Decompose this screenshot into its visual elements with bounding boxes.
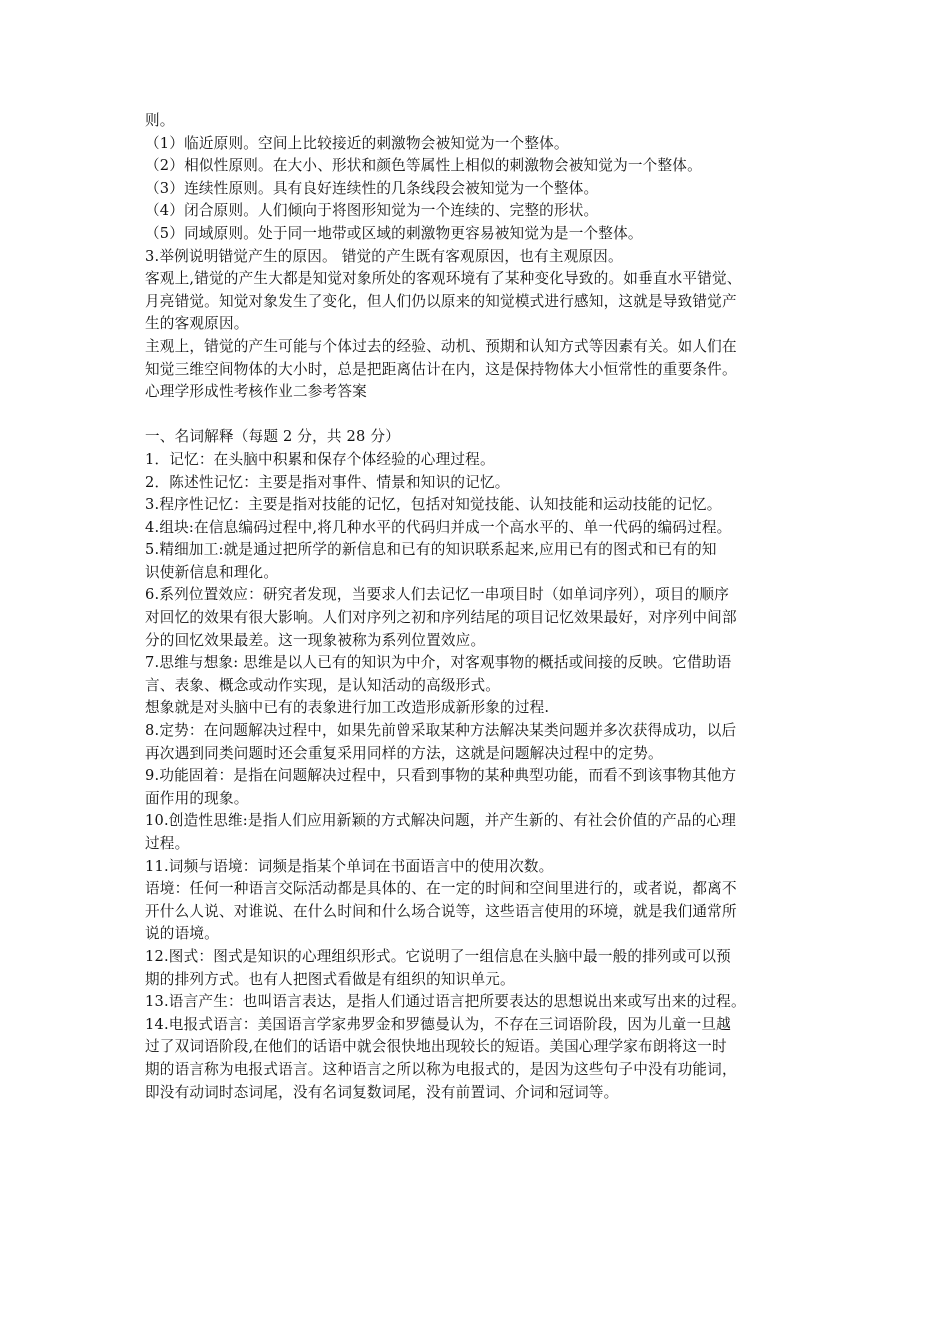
text-line: 识使新信息和理化。 <box>145 563 279 581</box>
text-line: 14.电报式语言：美国语言学家弗罗金和罗德曼认为，不存在三词语阶段，因为儿童一旦越 <box>145 1015 731 1033</box>
text-line: 2．陈述性记忆：主要是指对事件、情景和知识的记忆。 <box>145 473 510 491</box>
text-line: 即没有动词时态词尾，没有名词复数词尾，没有前置词、介词和冠词等。 <box>145 1083 619 1101</box>
text-line: 心理学形成性考核作业二参考答案 <box>145 383 367 401</box>
text-line: 言、表象、概念或动作实现，是认知活动的高级形式。 <box>145 676 501 694</box>
text-line: 10.创造性思维:是指人们应用新颖的方式解决问题，并产生新的、有社会价值的产品的心理 <box>145 812 737 830</box>
text-line: 分的回忆效果最差。这一现象被称为系列位置效应。 <box>145 631 486 649</box>
document-body <box>145 110 813 1104</box>
text-line: 13.语言产生：也叫语言表达，是指人们通过语言把所要表达的思想说出来或写出来的过程。 <box>145 993 746 1011</box>
text-line: 期的排列方式。也有人把图式看做是有组织的知识单元。 <box>145 970 515 988</box>
text-line: 过程。 <box>145 835 190 852</box>
text-line: 过了双词语阶段,在他们的话语中就会很快地出现较长的短语。美国心理学家布朗将这一时 <box>145 1038 727 1056</box>
text-line: 语境：任何一种语言交际活动都是具体的、在一定的时间和空间里进行的，或者说，都离不 <box>145 880 737 898</box>
text-line: 面作用的现象。 <box>145 789 249 807</box>
text-line: 再次遇到同类问题时还会重复采用同样的方法，这就是问题解决过程中的定势。 <box>145 744 663 762</box>
text-line: 知觉三维空间物体的大小时，总是把距离估计在内，这是保持物体大小恒常性的重要条件。 <box>145 360 737 378</box>
text-line: 生的客观原因。 <box>145 315 249 333</box>
text-line: 9.功能固着：是指在问题解决过程中，只看到事物的某种典型功能，而看不到该事物其他方 <box>145 767 737 785</box>
text-line: 6.系列位置效应：研究者发现，当要求人们去记忆一串项目时（如单词序列），项目的顺序 <box>145 586 729 604</box>
text-line: 11.词频与语境：词频是指某个单词在书面语言中的使用次数。 <box>145 857 554 875</box>
text-line: 12.图式：图式是知识的心理组织形式。它说明了一组信息在头脑中最一般的排列或可以预 <box>145 947 731 965</box>
text-line: 开什么人说、对谁说、在什么时间和什么场合说等，这些语言使用的环境，就是我们通常所 <box>145 902 737 920</box>
blank-line <box>145 404 813 427</box>
text-line: 对回忆的效果有很大影响。人们对序列之初和序列结尾的项目记忆效果最好，对序列中间部 <box>145 609 737 627</box>
text-line: 7.思维与想象: 思维是以人已有的知识为中介，对客观事物的概括或间接的反映。它借助语 <box>145 654 732 672</box>
text-line: 3.举例说明错觉产生的原因。 错觉的产生既有客观原因，也有主观原因。 <box>145 247 623 265</box>
text-line: 1．记忆：在头脑中积累和保存个体经验的心理过程。 <box>145 450 495 468</box>
text-line: （3）连续性原则。具有良好连续性的几条线段会被知觉为一个整体。 <box>145 179 599 197</box>
text-line: 则。 <box>145 112 175 129</box>
text-line: 主观上，错觉的产生可能与个体过去的经验、动机、预期和认知方式等因素有关。如人们在 <box>145 337 737 355</box>
text-line: 客观上,错觉的产生大都是知觉对象所处的客观环境有了某种变化导致的。如垂直水平错觉、 <box>145 270 742 288</box>
text-line: （1）临近原则。空间上比较接近的刺激物会被知觉为一个整体。 <box>145 134 569 152</box>
text-line: 月亮错觉。知觉对象发生了变化，但人们仍以原来的知觉模式进行感知，这就是导致错觉产 <box>145 292 737 310</box>
text-line: （4）闭合原则。人们倾向于将图形知觉为一个连续的、完整的形状。 <box>145 202 599 220</box>
text-line: （2）相似性原则。在大小、形状和颜色等属性上相似的刺激物会被知觉为一个整体。 <box>145 157 702 175</box>
text-line: 3.程序性记忆：主要是指对技能的记忆，包括对知觉技能、认知技能和运动技能的记忆。 <box>145 496 722 514</box>
text-line: （5）同域原则。处于同一地带或区域的刺激物更容易被知觉为是一个整体。 <box>145 224 643 242</box>
text-line: 期的语言称为电报式语言。这种语言之所以称为电报式的，是因为这些句子中没有功能词， <box>145 1060 737 1078</box>
text-line: 8.定势：在问题解决过程中，如果先前曾采取某种方法解决某类问题并多次获得成功，以后 <box>145 722 737 740</box>
text-line: 5.精细加工:就是通过把所学的新信息和已有的知识联系起来,应用已有的图式和已有的知 <box>145 541 717 559</box>
text-line: 一、名词解释（每题 2 分，共 28 分） <box>145 428 400 446</box>
text-line: 说的语境。 <box>145 925 219 943</box>
text-line: 4.组块:在信息编码过程中,将几种水平的代码归并成一个高水平的、单一代码的编码过程。 <box>145 518 732 536</box>
text-line: 想象就是对头脑中已有的表象进行加工改造形成新形象的过程. <box>145 699 550 717</box>
